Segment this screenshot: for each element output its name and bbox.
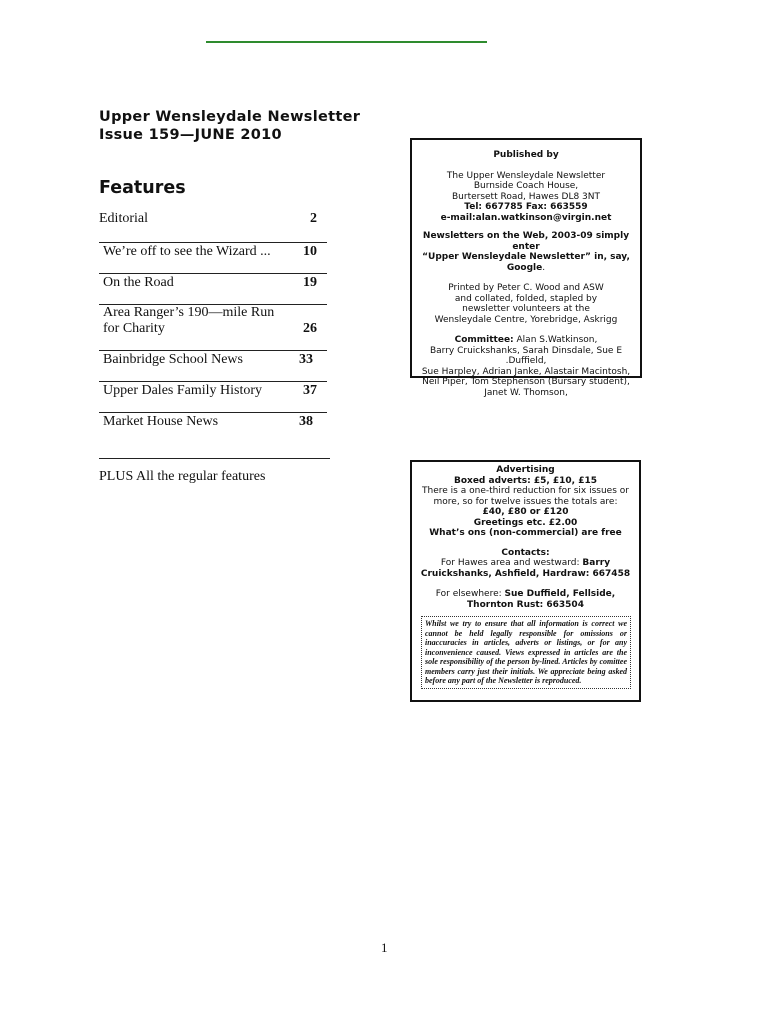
contact-elsewhere-address: Thornton Rust: 663504	[467, 599, 584, 610]
feature-title: Market House News	[103, 414, 219, 429]
contact-hawes-name: Barry	[582, 558, 611, 568]
advertising-box	[410, 460, 641, 702]
contact-elsewhere-name: Sue Duffield, Fellside,	[504, 589, 616, 599]
greetings-price: Greetings etc. £2.00	[473, 517, 578, 528]
feature-title: On the Road	[103, 275, 174, 290]
committee-members: Alan S.Watkinson,	[513, 335, 598, 345]
features-heading: Features	[99, 178, 186, 198]
committee-line: Janet W. Thomson,	[484, 387, 568, 398]
totals: £40, £80 or £120	[482, 507, 569, 517]
feature-title: Area Ranger’s 190—mile Run for Charity	[103, 305, 275, 336]
divider	[99, 412, 327, 413]
page-number: 1	[381, 940, 388, 955]
web-note-end: .	[542, 262, 546, 273]
committee-line: Barry Cruickshanks, Sarah Dinsdale, Sue E .Duffield,	[429, 345, 623, 366]
feature-page: 26	[303, 321, 317, 336]
divider	[99, 381, 327, 382]
printer-line: and collated, folded, stapled by	[454, 293, 598, 304]
feature-page: 37	[303, 383, 317, 398]
feature-page: 10	[303, 244, 317, 259]
newsletter-title	[99, 108, 360, 144]
contact-hawes-address: Cruickshanks, Ashfield, Hardraw: 667458	[420, 568, 631, 579]
feature-page: 33	[299, 352, 313, 367]
web-note	[412, 252, 640, 273]
committee-label: Committee:	[454, 335, 514, 345]
published-by-box	[410, 138, 642, 398]
feature-title: We’re off to see the Wizard ...	[103, 244, 271, 259]
contact-hawes-area: For Hawes area and westward:	[440, 558, 583, 568]
printer-line: Printed by Peter C. Wood and ASW	[448, 283, 604, 293]
whats-ons: What’s ons (non-commercial) are free	[429, 528, 622, 538]
feature-title: Bainbridge School News	[103, 352, 243, 367]
advertising-heading: Advertising	[496, 465, 555, 475]
web-note: Newsletters on the Web, 2003-09 simply enter	[422, 231, 630, 252]
divider	[99, 350, 327, 351]
feature-title: Editorial	[99, 211, 148, 226]
divider	[99, 242, 327, 243]
title-line-2: Issue 159—JUNE 2010	[99, 127, 282, 143]
address-line: Burtersett Road, Hawes DL8 3NT	[451, 191, 600, 202]
committee-line: Neil Piper, Tom Stephenson (Bursary student),	[422, 377, 630, 387]
divider	[99, 458, 330, 459]
contact-elsewhere-area: For elsewhere:	[435, 589, 505, 599]
address-line: Burnside Coach House,	[473, 181, 579, 191]
contacts-heading: Contacts:	[501, 547, 550, 558]
plus-regular-features: PLUS All the regular features	[99, 469, 266, 484]
divider	[99, 273, 327, 274]
printer-line: Wensleydale Centre, Yorebridge, Askrigg	[434, 314, 618, 325]
committee-line: Sue Harpley, Adrian Janke, Alastair Macintosh,	[421, 366, 631, 377]
feature-title: Upper Dales Family History	[103, 383, 263, 398]
web-note-search: “Upper Wensleydale Newsletter” in, say, Google	[422, 252, 630, 273]
contact-elsewhere	[412, 589, 639, 600]
title-line-1: Upper Wensleydale Newsletter	[99, 109, 361, 125]
contact-hawes	[412, 558, 639, 569]
printer-line: newsletter volunteers at the	[462, 304, 590, 314]
feature-page: 38	[299, 414, 313, 429]
boxed-adverts: Boxed adverts: £5, £10, £15	[453, 475, 598, 486]
feature-page: 19	[303, 275, 317, 290]
header-rule	[206, 41, 487, 43]
published-heading: Published by	[493, 150, 559, 160]
reduction-line: There is a one-third reduction for six issues or	[422, 486, 629, 496]
reduction-line: more, so for twelve issues the totals are:	[433, 496, 618, 507]
email: e-mail:alan.watkinson@virgin.net	[440, 212, 612, 223]
committee-line	[412, 335, 640, 346]
disclaimer: Whilst we try to ensure that all information is correct we cannot be held legally responsible for omissions or inaccuracies in articles, adverts or listings, or for any inconvenience caused. Views expressed in articles are the sole responsibility of the person by-lined. Articles by comittee members carry just their initials. We appreciate being asked before any part of the Newsletter is reproduced.	[421, 616, 631, 689]
address-line: The Upper Wensleydale Newsletter	[446, 170, 606, 181]
feature-page: 2	[310, 211, 317, 226]
tel-fax: Tel: 667785 Fax: 663559	[464, 202, 588, 212]
